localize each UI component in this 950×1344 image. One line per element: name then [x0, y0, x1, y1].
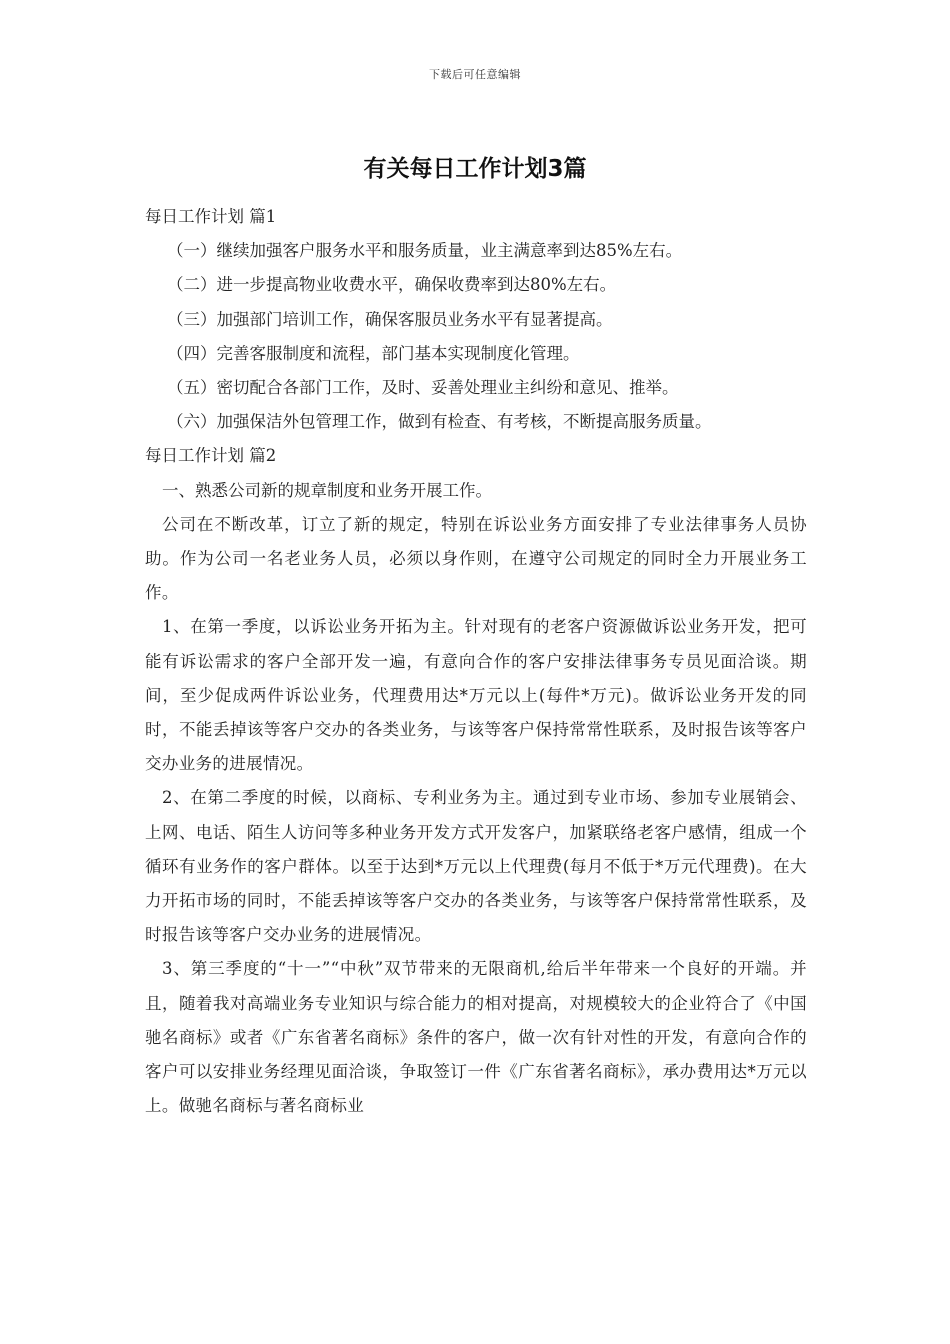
- document-title: 有关每日工作计划3篇: [363, 156, 587, 182]
- paragraph: 2、在第二季度的时候，以商标、专利业务为主。通过到专业市场、参加专业展销会、上网、电话、陌生人访问等多种业务开发方式开发客户，加紧联络老客户感情，组成一个循环有业务作的客户群体。以至于达到*万元以上代理费(每月不低于*万元代理费)。在大力开拓市场的同时，不能丢掉该等客户交办的各类业务，与该等客户保持常常性联系，及时报告该等客户交办业务的进展情况。: [145, 788, 807, 945]
- list-item: （五）密切配合各部门工作，及时、妥善处理业主纠纷和意见、推举。: [167, 378, 679, 398]
- header-note: 下载后可任意编辑: [429, 68, 521, 81]
- section-heading-2: 每日工作计划 篇2: [145, 446, 277, 466]
- paragraph: 3、第三季度的“十一”“中秋”双节带来的无限商机,给后半年带来一个良好的开端。并且，随着我对高端业务专业知识与综合能力的相对提高，对规模较大的企业符合了《中国驰名商标》或者《广东省著名商标》条件的客户，做一次有针对性的开发，有意向合作的客户可以安排业务经理见面洽谈，争取签订一件《广东省著名商标》，承办费用达*万元以上。做驰名商标与著名商标业: [145, 959, 807, 1116]
- section-heading-1: 每日工作计划 篇1: [145, 207, 277, 226]
- paragraph: 1、在第一季度，以诉讼业务开拓为主。针对现有的老客户资源做诉讼业务开发，把可能有诉讼需求的客户全部开发一遍，有意向合作的客户安排法律事务专员见面洽谈。期间，至少促成两件诉讼业务，代理费用达*万元以上(每件*万元)。做诉讼业务开发的同时，不能丢掉该等客户交办的各类业务，与该等客户保持常常性联系，及时报告该等客户交办业务的进展情况。: [145, 617, 807, 774]
- list-item: （一）继续加强客户服务水平和服务质量，业主满意率到达85%左右。: [167, 241, 683, 261]
- list-item: （三）加强部门培训工作，确保客服员业务水平有显著提高。: [167, 309, 613, 329]
- list-item: （四）完善客服制度和流程，部门基本实现制度化管理。: [167, 343, 580, 363]
- list-item: （六）加强保洁外包管理工作，做到有检查、有考核，不断提高服务质量。: [167, 412, 712, 432]
- section-point: 一、熟悉公司新的规章制度和业务开展工作。: [162, 480, 492, 500]
- list-item: （二）进一步提高物业收费水平，确保收费率到达80%左右。: [167, 275, 617, 295]
- paragraph: 公司在不断改革，订立了新的规定，特别在诉讼业务方面安排了专业法律事务人员协助。作为公司一名老业务人员，必须以身作则，在遵守公司规定的同时全力开展业务工作。: [145, 514, 807, 603]
- document-body: [145, 200, 807, 1123]
